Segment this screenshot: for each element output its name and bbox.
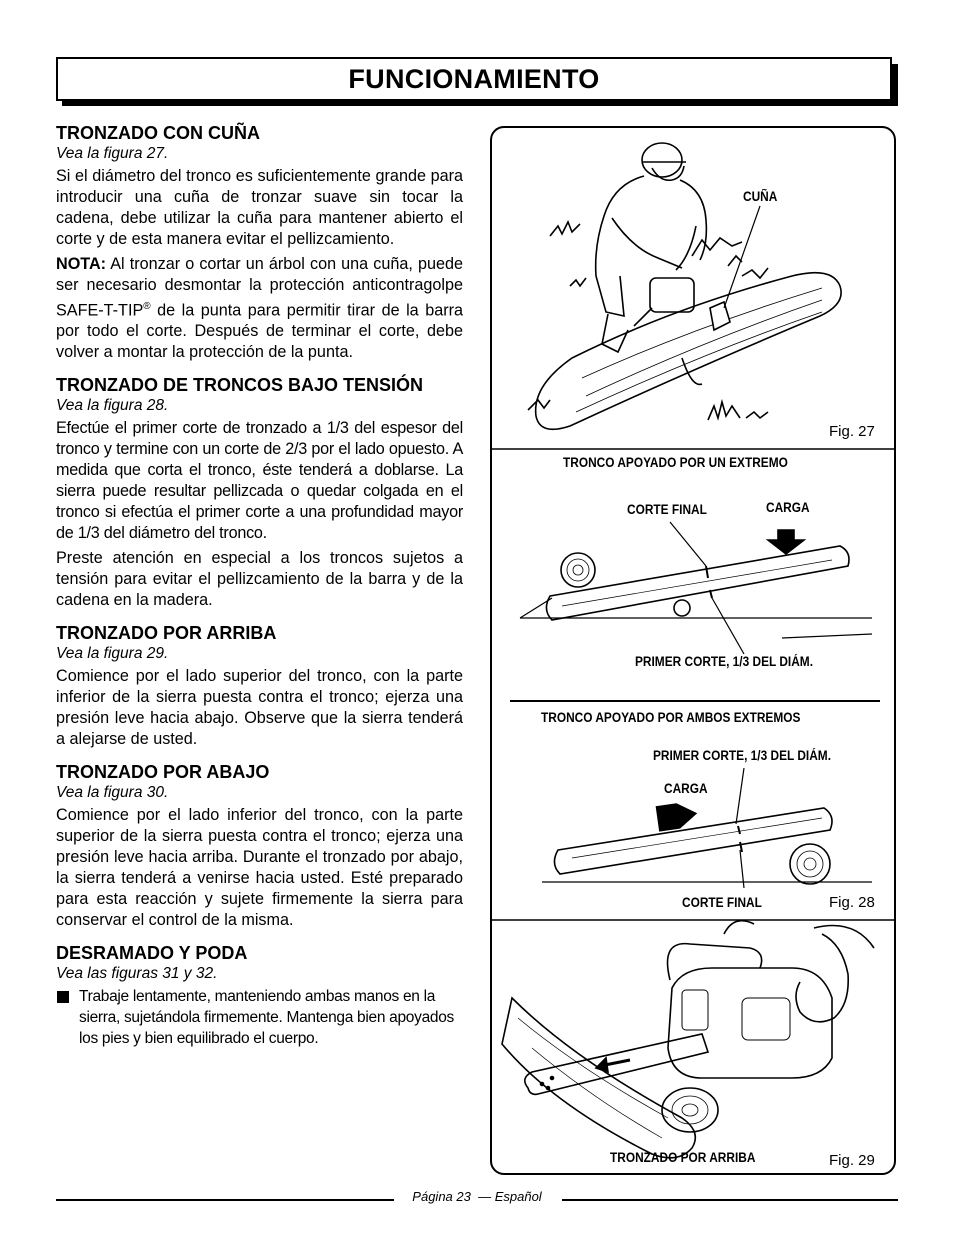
figure-reference: Vea la figura 29. [56, 645, 169, 663]
fig28-caption: Fig. 28 [829, 894, 875, 911]
note-paragraph [56, 254, 463, 363]
figure-reference: Vea la figura 27. [56, 145, 169, 162]
log-icon [502, 998, 695, 1158]
section-title: TRONZADO CON CUÑA [56, 123, 260, 143]
paragraph: Preste atención en especial a los troncos sujetos a tensión para evitar el pellizcamiento de la barra y de la cadena en la madera. [56, 549, 463, 610]
paragraph: Comience por el lado superior del tronco, con la parte inferior de la sierra puesta contra el tronco; ejerza una presión leve hacia abajo. Observe que la sierra tenderá a alejarse de usted. [56, 667, 463, 749]
section-header [56, 57, 892, 101]
support-log-icon [561, 553, 595, 587]
bullet-text: Trabaje lentamente, manteniendo ambas manos en la sierra, sujetándola firmemente. Mantenga bien apoyados los pies y bien equilibrado el cuerpo. [79, 988, 454, 1048]
figure-reference: Vea la figura 30. [56, 784, 169, 802]
page-number: Página 23 [412, 1189, 471, 1204]
first-cut-label: PRIMER CORTE, 1/3 DEL DIÁM. [635, 654, 814, 669]
fig27-illustration [528, 143, 841, 429]
grass-icon [742, 268, 768, 278]
page-footer [392, 1189, 562, 1204]
figure-reference: Vea las figuras 31 y 32. [56, 965, 218, 983]
figure-reference: Vea la figura 28. [56, 397, 169, 415]
wedge-label: CUÑA [743, 189, 778, 204]
section-wedge-bucking [56, 122, 463, 363]
page-title: FUNCIONAMIENTO [348, 63, 600, 94]
section-title: TRONZADO DE TRONCOS BAJO TENSIÓN [56, 375, 424, 396]
overbucking-label: TRONZADO POR ARRIBA [610, 1150, 756, 1165]
chainsaw-body-icon [650, 278, 694, 312]
fig28-panel1 [520, 522, 872, 654]
section-overbucking [56, 622, 463, 750]
bush-icon [692, 238, 742, 256]
load-arrow-icon [657, 802, 698, 831]
text-column [56, 122, 463, 1060]
fig29-illustration [502, 921, 874, 1158]
grass-icon [528, 400, 550, 410]
paragraph: Efectúe el primer corte de tronzado a 1/3 del espesor del tronco y termine con un corte de 2/3 por el lado opuesto. A medida que corta el tronco, éste tenderá a doblarse. La sierra puede resultar pellizcada o quedar colgada en el tronco si efectúa el primer corte a una profundidad mayor de 1/3 del diámetro del tronco. [56, 419, 463, 543]
bullet-item [56, 986, 463, 1049]
section-title: TRONZADO POR ARRIBA [56, 623, 277, 644]
arrow-left-icon [596, 1058, 608, 1072]
section-tension-logs [56, 374, 463, 611]
grass-icon [708, 402, 740, 420]
grass-icon [570, 278, 586, 286]
grass-icon [550, 222, 580, 236]
gloved-hand-icon [796, 934, 848, 1022]
bullet-square-icon [57, 991, 69, 1003]
section-title: DESRAMADO Y PODA [56, 943, 248, 964]
paragraph: Comience por el lado inferior del tronco, con la parte superior de la sierra puesta contra el tronco; ejerza una presión leve hacia arriba. Durante el tronzado por abajo, la sierra tenderá a venirse hacia usted. Esté preparado para esta reacción y sujete firmemente la sierra para conservar el control de la misma. [56, 806, 463, 930]
wedge-icon [710, 302, 730, 330]
final-cut-label: CORTE FINAL [627, 502, 707, 517]
section-underbucking [56, 761, 463, 931]
fig28-panel1-title: TRONCO APOYADO POR UN EXTREMO [563, 455, 788, 470]
note-text-b: de la punta para permitir tirar de la barra por todo el corte. Después de terminar el corte, debe volver a montar la protección de la punta. [56, 301, 463, 362]
footer-rule-right [562, 1199, 898, 1201]
paragraph: Si el diámetro del tronco es suficientemente grande para introducir una cuña de tronzar suave sin tocar la cadena, debe utilizar la cuña para mantener abierto el corte y de esta manera evitar el pellizcamiento. [56, 167, 463, 248]
load-label: CARGA [664, 781, 708, 796]
note-text-a: Al tronzar o cortar un árbol con una cuña, puede ser necesario desmontar la protección anticontragolpe SAFE-T-TIP [56, 255, 463, 320]
fig28-panel2-title: TRONCO APOYADO POR AMBOS EXTREMOS [541, 710, 801, 725]
language-label: — Español [478, 1189, 542, 1204]
first-cut-label: PRIMER CORTE, 1/3 DEL DIÁM. [653, 748, 832, 763]
figure-frame [490, 126, 896, 1175]
support-log-icon [790, 844, 830, 884]
handle-icon [668, 944, 762, 980]
fig29-caption: Fig. 29 [829, 1152, 875, 1169]
note-label: NOTA: [56, 255, 107, 273]
figure-illustrations [492, 128, 896, 1175]
fig27-caption: Fig. 27 [829, 423, 875, 440]
final-cut-label: CORTE FINAL [682, 895, 762, 910]
load-arrow-icon [768, 530, 804, 554]
fulcrum-icon [674, 600, 690, 616]
footer-rule-left [56, 1199, 394, 1201]
helmet-icon [642, 143, 682, 177]
grass-icon [746, 412, 768, 418]
load-label: CARGA [766, 500, 810, 515]
chainsaw-body-icon [668, 968, 832, 1078]
registered-mark: ® [143, 301, 151, 312]
section-title: TRONZADO POR ABAJO [56, 762, 270, 783]
section-limbing-pruning [56, 942, 463, 1049]
